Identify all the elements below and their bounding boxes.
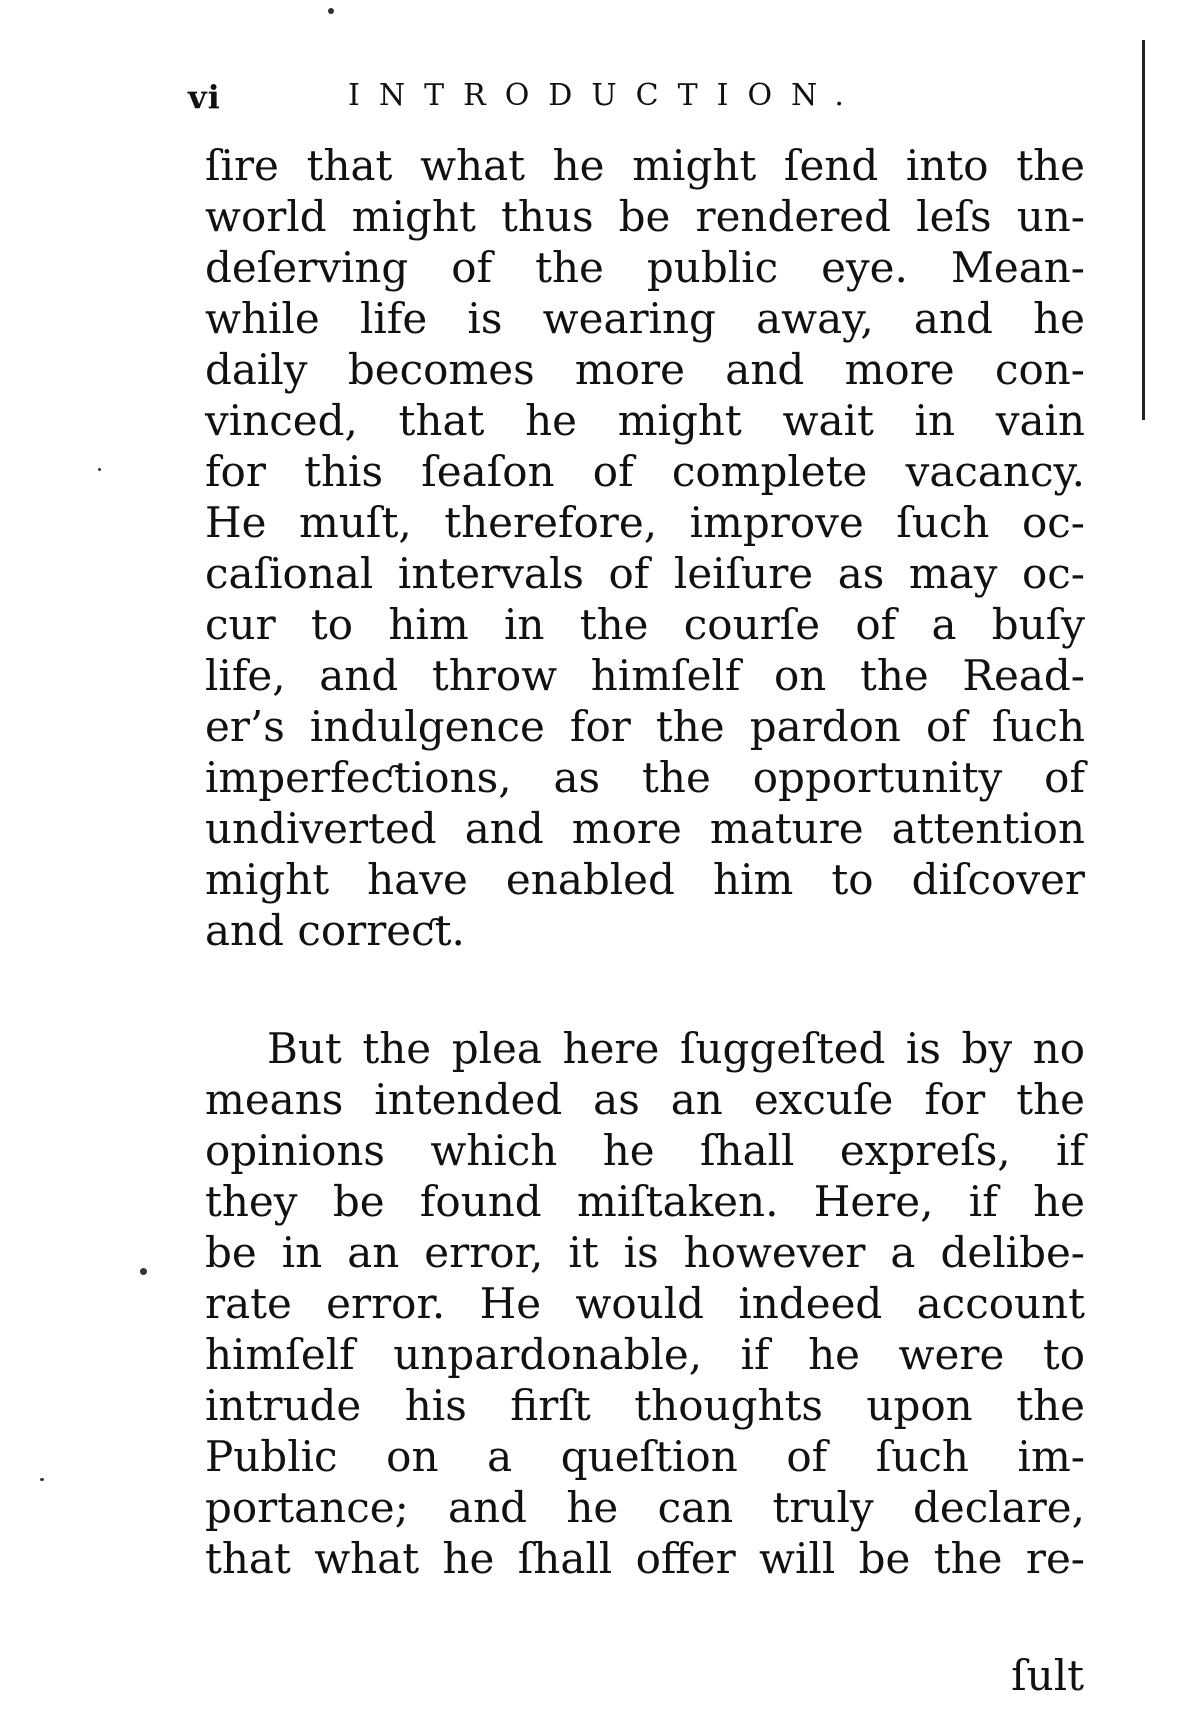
text-line: opinions which he ſhall expreſs, if <box>205 1126 1085 1175</box>
text-line: life, and throw himſelf on the Read- <box>205 651 1085 700</box>
text-line: might have enabled him to diſcover <box>205 855 1085 904</box>
text-line: ſire that what he might ſend into the <box>205 141 1085 190</box>
text-line: while life is wearing away, and he <box>205 294 1085 343</box>
text-line: intrude his firſt thoughts upon the <box>205 1381 1085 1430</box>
catchword: ſult <box>1011 1651 1084 1700</box>
paragraph-gap <box>205 956 1085 1023</box>
text-line: Public on a queſtion of ſuch im- <box>205 1432 1085 1481</box>
text-line: He muſt, therefore, improve ſuch oc- <box>205 498 1085 547</box>
text-line: himſelf unpardonable, if he were to <box>205 1330 1085 1379</box>
text-line: portance; and he can truly declare, <box>205 1483 1085 1532</box>
body-text <box>205 140 1085 1584</box>
ink-speck <box>140 1268 147 1275</box>
text-line: means intended as an excuſe for the <box>205 1075 1085 1124</box>
text-line: rate error. He would indeed account <box>205 1279 1085 1328</box>
text-line: vinced, that he might wait in vain <box>205 396 1085 445</box>
text-line: that what he ſhall offer will be the re- <box>205 1534 1085 1583</box>
text-line: world might thus be rendered leſs un- <box>205 192 1085 241</box>
paragraph-1 <box>205 140 1085 956</box>
ink-speck <box>40 1478 44 1481</box>
text-line: and correƈt. <box>205 906 465 955</box>
page-header <box>188 78 988 118</box>
text-line: But the plea here ſuggeſted is by no <box>267 1024 1085 1073</box>
text-line: be in an error, it is however a delibe- <box>205 1228 1085 1277</box>
ink-speck <box>328 8 334 14</box>
text-line: er’s indulgence for the pardon of ſuch <box>205 702 1085 751</box>
text-line: imperfeƈtions, as the opportunity of <box>205 753 1085 802</box>
text-line: daily becomes more and more con- <box>205 345 1085 394</box>
text-line: for this ſeaſon of complete vacancy. <box>205 447 1085 496</box>
running-head: INTRODUCTION. <box>348 78 863 113</box>
page-number: vi <box>188 78 221 116</box>
ink-speck <box>98 468 101 471</box>
text-line: caſional intervals of leiſure as may oc- <box>205 549 1085 598</box>
paragraph-2 <box>205 1023 1085 1584</box>
text-line: they be found miſtaken. Here, if he <box>205 1177 1085 1226</box>
text-line: undiverted and more mature attention <box>205 804 1085 853</box>
text-line: deſerving of the public eye. Mean- <box>205 243 1085 292</box>
page-edge-rule <box>1142 40 1145 420</box>
text-line: cur to him in the courſe of a buſy <box>205 600 1085 649</box>
